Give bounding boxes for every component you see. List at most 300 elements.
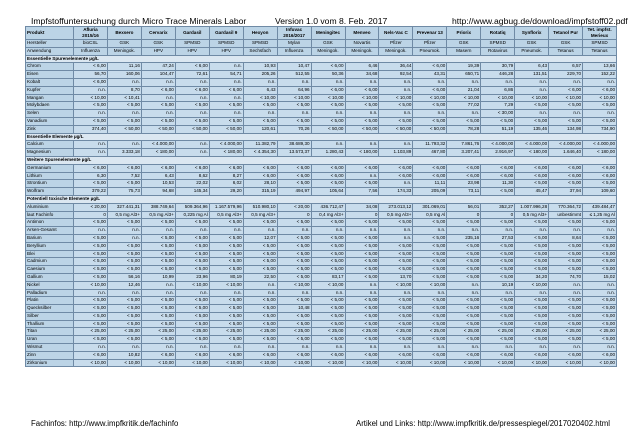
measurement-cell: < 5,00 bbox=[107, 242, 141, 250]
measurement-cell: < 5,00 bbox=[549, 258, 583, 266]
measurement-cell: 10,93 bbox=[243, 63, 277, 71]
measurement-cell: n.n. bbox=[345, 172, 379, 180]
measurement-cell: < 5,00 bbox=[277, 258, 311, 266]
measurement-cell: < 6,00 bbox=[74, 351, 108, 359]
measurement-cell: n.n. bbox=[243, 110, 277, 118]
measurement-cell: 174,33 bbox=[379, 188, 413, 196]
column-header-product: Infuvac 2016/2017 bbox=[277, 27, 311, 40]
element-name: Germanium bbox=[26, 164, 74, 172]
table-row bbox=[26, 188, 617, 196]
table-row bbox=[26, 250, 617, 258]
measurement-cell: n.n. bbox=[345, 344, 379, 352]
measurement-cell: < 5,00 bbox=[74, 297, 108, 305]
measurement-cell: 7,56 bbox=[345, 188, 379, 196]
measurement-cell: 1.167.579,96 bbox=[209, 203, 243, 211]
measurement-cell: < 5,00 bbox=[583, 258, 617, 266]
section-title: Essentielle Elemente µg/L bbox=[26, 133, 617, 141]
measurement-cell: < 5,00 bbox=[515, 234, 549, 242]
measurement-cell: n.n. bbox=[515, 110, 549, 118]
measurement-cell: n.n. bbox=[175, 149, 209, 157]
measurement-cell: 6,43 bbox=[243, 86, 277, 94]
measurement-cell: 0,225 mg Al bbox=[175, 211, 209, 219]
measurement-cell: n.n. bbox=[549, 110, 583, 118]
measurement-cell: < 30,00 bbox=[481, 110, 515, 118]
measurement-cell: < 5,00 bbox=[379, 219, 413, 227]
measurement-cell: < 10,00 bbox=[413, 94, 447, 102]
measurement-cell: < 5,00 bbox=[413, 258, 447, 266]
measurement-cell: 23,96 bbox=[175, 273, 209, 281]
measurement-cell: < 50,00 bbox=[379, 125, 413, 133]
measurement-cell: < 5,00 bbox=[345, 320, 379, 328]
measurement-cell: < 6,00 bbox=[141, 164, 175, 172]
source-url: http://www.agbug.de/download/impfstoff02.pdf bbox=[452, 16, 628, 26]
measurement-cell: < 10,00 bbox=[243, 359, 277, 367]
measurement-cell: < 5,00 bbox=[311, 180, 345, 188]
measurement-cell: < 5,00 bbox=[515, 258, 549, 266]
table-header-row bbox=[26, 27, 617, 40]
measurement-cell: n.n. bbox=[481, 78, 515, 86]
measurement-cell: n.n. bbox=[74, 149, 108, 157]
measurement-cell: n.n. bbox=[583, 227, 617, 235]
measurement-cell: 19,39 bbox=[447, 63, 481, 71]
measurement-cell: n.n. bbox=[549, 289, 583, 297]
measurement-cell: < 5,00 bbox=[345, 250, 379, 258]
measurement-cell: < 5,00 bbox=[141, 102, 175, 110]
measurement-cell: 6,57 bbox=[549, 63, 583, 71]
measurement-cell: 75,73 bbox=[107, 188, 141, 196]
measurement-cell: < 5,00 bbox=[413, 234, 447, 242]
measurement-cell: n.n. bbox=[447, 110, 481, 118]
measurement-cell: < 5,00 bbox=[175, 102, 209, 110]
measurement-cell: < 25,00 bbox=[209, 328, 243, 336]
measurement-cell: 6,86 bbox=[481, 86, 515, 94]
measurement-cell: 12,07 bbox=[243, 234, 277, 242]
measurement-cell: < 5,00 bbox=[345, 312, 379, 320]
measurement-cell: < 50,00 bbox=[311, 125, 345, 133]
measurement-cell: < 5,00 bbox=[583, 305, 617, 313]
measurement-cell: < 5,00 bbox=[413, 242, 447, 250]
measurement-cell: 0,5 mg Al3+ bbox=[379, 211, 413, 219]
measurement-cell: < 6,00 bbox=[481, 164, 515, 172]
element-name: Molybdaen bbox=[26, 102, 74, 110]
measurement-cell: 0 bbox=[447, 211, 481, 219]
measurement-cell: < 10,00 bbox=[515, 281, 549, 289]
measurement-cell: < 10,00 bbox=[277, 281, 311, 289]
meta-cell: Rotavirus bbox=[481, 47, 515, 55]
measurement-cell: < 5,00 bbox=[141, 297, 175, 305]
measurement-cell: < 6,00 bbox=[583, 172, 617, 180]
measurement-cell: < 5,00 bbox=[311, 312, 345, 320]
section-title: Potentiell toxische Elemente µg/L bbox=[26, 195, 617, 203]
measurement-cell: < 5,00 bbox=[141, 320, 175, 328]
measurement-cell: 134,98 bbox=[549, 125, 583, 133]
measurement-cell: n.n. bbox=[447, 78, 481, 86]
measurement-cell: 11,11 bbox=[413, 180, 447, 188]
measurement-cell: 509.364,96 bbox=[175, 203, 209, 211]
measurement-cell: 0,5 mg Al bbox=[413, 211, 447, 219]
measurement-cell: < 5,00 bbox=[277, 242, 311, 250]
section-header-row bbox=[26, 156, 617, 164]
measurement-cell: 15,02 bbox=[583, 273, 617, 281]
measurement-cell: < 5,00 bbox=[311, 250, 345, 258]
measurement-cell: 43,31 bbox=[413, 71, 447, 79]
measurement-cell: 74,70 bbox=[549, 273, 583, 281]
measurement-cell: n.n. bbox=[345, 289, 379, 297]
measurement-cell: 315,19 bbox=[243, 188, 277, 196]
measurement-cell: < 10,00 bbox=[379, 94, 413, 102]
measurement-cell: < 50,00 bbox=[413, 125, 447, 133]
measurement-cell: n.n. bbox=[74, 227, 108, 235]
element-name: Titan bbox=[26, 328, 74, 336]
measurement-cell: < 5,00 bbox=[141, 234, 175, 242]
meta-cell: GSK bbox=[311, 40, 345, 48]
meta-cell: GSK bbox=[447, 40, 481, 48]
measurement-cell: 10,19 bbox=[481, 281, 515, 289]
measurement-cell: < 6,00 bbox=[481, 172, 515, 180]
element-name: Chrom bbox=[26, 63, 74, 71]
measurement-cell: < 6,00 bbox=[379, 164, 413, 172]
element-name: Zirkonium bbox=[26, 359, 74, 367]
measurement-cell: < 5,00 bbox=[447, 219, 481, 227]
measurement-cell: < 6,00 bbox=[209, 351, 243, 359]
measurement-cell: n.n. bbox=[515, 344, 549, 352]
measurement-cell: 0,5 mg Al3+ bbox=[141, 211, 175, 219]
measurement-cell: < 180,00 bbox=[209, 149, 243, 157]
measurement-cell: n.n. bbox=[447, 281, 481, 289]
meta-cell: HPV bbox=[175, 47, 209, 55]
measurement-cell: < 6,00 bbox=[311, 164, 345, 172]
measurement-cell: n.n. bbox=[345, 281, 379, 289]
measurement-cell: < 5,00 bbox=[209, 305, 243, 313]
measurement-cell: < 5,00 bbox=[141, 312, 175, 320]
measurement-cell: < 6,00 bbox=[583, 86, 617, 94]
measurement-cell: 23,98 bbox=[447, 180, 481, 188]
meta-cell: Mylan bbox=[277, 40, 311, 48]
measurement-cell: 29,20 bbox=[209, 188, 243, 196]
measurement-cell: 11,30 bbox=[481, 180, 515, 188]
measurement-cell: 47,24 bbox=[141, 63, 175, 71]
measurement-cell: < 5,00 bbox=[583, 250, 617, 258]
measurement-cell: n.n. bbox=[209, 110, 243, 118]
measurement-cell: < 5,00 bbox=[243, 250, 277, 258]
measurement-cell: < 5,00 bbox=[481, 188, 515, 196]
measurement-cell: < 5,00 bbox=[175, 242, 209, 250]
measurement-cell: n.n. bbox=[413, 289, 447, 297]
measurement-cell: n.n. bbox=[413, 227, 447, 235]
column-header-product: Meningitec bbox=[311, 27, 345, 40]
measurement-cell: < 6,00 bbox=[107, 164, 141, 172]
meta-cell: HPV bbox=[209, 47, 243, 55]
measurement-cell: < 10,00 bbox=[141, 359, 175, 367]
measurement-cell: 34,68 bbox=[345, 71, 379, 79]
measurement-cell: < 25,00 bbox=[379, 328, 413, 336]
measurement-cell: < 6,00 bbox=[413, 86, 447, 94]
column-header-product: Nels-Vac C bbox=[379, 27, 413, 40]
measurement-cell: 145,34 bbox=[175, 188, 209, 196]
measurement-cell: < 6,00 bbox=[277, 351, 311, 359]
measurement-cell: 6,30 bbox=[74, 172, 108, 180]
measurement-cell: < 5,00 bbox=[74, 312, 108, 320]
table-meta-row bbox=[26, 40, 617, 48]
measurement-cell: < 5,00 bbox=[277, 250, 311, 258]
measurement-cell: < 5,00 bbox=[311, 266, 345, 274]
measurement-cell: < 5,00 bbox=[583, 117, 617, 125]
measurement-cell: < 5,00 bbox=[447, 336, 481, 344]
measurement-cell: 73,11 bbox=[447, 188, 481, 196]
measurement-cell: n.n. bbox=[515, 289, 549, 297]
measurement-cell: < 6,00 bbox=[379, 351, 413, 359]
meta-cell: Tetanus bbox=[549, 47, 583, 55]
measurement-cell: n.n. bbox=[175, 141, 209, 149]
measurement-cell: < 5,00 bbox=[243, 219, 277, 227]
measurement-cell: < 5,00 bbox=[447, 266, 481, 274]
measurement-cell: n.n. bbox=[209, 289, 243, 297]
measurement-cell: < 5,00 bbox=[515, 219, 549, 227]
measurement-cell: < 5,00 bbox=[345, 242, 379, 250]
measurement-cell: 1.007.996,28 bbox=[515, 203, 549, 211]
measurement-cell: < 6,00 bbox=[175, 63, 209, 71]
measurement-cell: < 10,00 bbox=[379, 281, 413, 289]
measurement-cell: n.n. bbox=[447, 289, 481, 297]
measurement-cell: n.n. bbox=[413, 344, 447, 352]
column-header-product: Afluria 2015/16 bbox=[74, 27, 108, 40]
measurement-cell: < 5,00 bbox=[481, 305, 515, 313]
document-title: Impfstoffuntersuchung durch Micro Trace Minerals Labor bbox=[31, 16, 247, 26]
measurement-cell: < 5,00 bbox=[175, 320, 209, 328]
measurement-cell: < 5,00 bbox=[311, 102, 345, 110]
measurement-cell: < 6,00 bbox=[311, 63, 345, 71]
measurement-cell: < 5,00 bbox=[447, 242, 481, 250]
measurement-cell: < 5,00 bbox=[515, 117, 549, 125]
table-row bbox=[26, 320, 617, 328]
measurement-cell: < 5,00 bbox=[481, 312, 515, 320]
measurement-cell: n.n. bbox=[311, 110, 345, 118]
measurement-cell: < 4.000,00 bbox=[549, 141, 583, 149]
measurement-cell: < 6,00 bbox=[74, 63, 108, 71]
measurement-cell: < 5,00 bbox=[74, 117, 108, 125]
measurement-cell: < 10,00 bbox=[277, 94, 311, 102]
column-header-label: Produkt bbox=[26, 27, 74, 40]
element-name: Thallium bbox=[26, 320, 74, 328]
measurement-cell: 10,47 bbox=[277, 63, 311, 71]
measurement-cell: < 5,00 bbox=[74, 258, 108, 266]
measurement-cell: 352,27 bbox=[481, 203, 515, 211]
measurement-cell: 3.333,18 bbox=[107, 149, 141, 157]
measurement-cell: < 6,00 bbox=[549, 164, 583, 172]
measurement-cell: n.n. bbox=[413, 110, 447, 118]
measurement-cell: < 10,00 bbox=[107, 359, 141, 367]
measurement-cell: < 5,00 bbox=[447, 258, 481, 266]
measurement-cell: < 4.000,00 bbox=[209, 141, 243, 149]
measurement-cell: 50,36 bbox=[311, 71, 345, 79]
measurement-cell: < 5,00 bbox=[311, 242, 345, 250]
measurement-cell: 327.441,31 bbox=[107, 203, 141, 211]
measurement-cell: < 5,00 bbox=[107, 258, 141, 266]
measurement-cell: < 5,00 bbox=[515, 336, 549, 344]
table-row bbox=[26, 273, 617, 281]
measurement-cell: 104,47 bbox=[141, 71, 175, 79]
measurement-cell: n.n. bbox=[175, 344, 209, 352]
meta-cell: HPV bbox=[141, 47, 175, 55]
table-row bbox=[26, 219, 617, 227]
measurement-cell: 56,16 bbox=[107, 273, 141, 281]
measurement-cell: < 5,00 bbox=[549, 250, 583, 258]
measurement-cell: n.n. bbox=[74, 110, 108, 118]
measurement-cell: < 4.000,00 bbox=[481, 141, 515, 149]
measurement-cell: < 5,00 bbox=[413, 312, 447, 320]
measurement-cell: < 5,00 bbox=[413, 102, 447, 110]
measurement-cell: < 6,00 bbox=[311, 351, 345, 359]
measurement-cell: < 5,00 bbox=[107, 312, 141, 320]
measurement-cell: < 5,00 bbox=[481, 219, 515, 227]
measurement-cell: n.n. bbox=[74, 289, 108, 297]
element-name: Blei bbox=[26, 250, 74, 258]
measurement-cell: < 6,00 bbox=[209, 86, 243, 94]
element-name: Gallium bbox=[26, 273, 74, 281]
measurement-cell: n.n. bbox=[549, 281, 583, 289]
element-name: Selen bbox=[26, 110, 74, 118]
measurement-cell: < 20,00 bbox=[277, 203, 311, 211]
measurement-cell: 770.364,72 bbox=[549, 203, 583, 211]
measurement-cell: n.n. bbox=[549, 78, 583, 86]
meta-label: Anwendung bbox=[26, 47, 74, 55]
measurement-cell: < 5,00 bbox=[583, 242, 617, 250]
measurement-cell: < 180,00 bbox=[345, 149, 379, 157]
measurement-cell: 152,22 bbox=[583, 71, 617, 79]
measurement-cell: < 5,00 bbox=[447, 320, 481, 328]
table-row bbox=[26, 227, 617, 235]
measurement-cell: < 6,00 bbox=[311, 172, 345, 180]
measurement-cell: < 25,00 bbox=[515, 328, 549, 336]
measurement-cell: 494,97 bbox=[277, 188, 311, 196]
measurement-cell: 6,02 bbox=[209, 180, 243, 188]
measurement-cell: 21,04 bbox=[447, 86, 481, 94]
measurement-cell: < 25,00 bbox=[481, 328, 515, 336]
meta-cell: Masern bbox=[447, 47, 481, 55]
measurement-cell: < 5,00 bbox=[209, 219, 243, 227]
meta-cell: GSK bbox=[107, 40, 141, 48]
table-row bbox=[26, 297, 617, 305]
measurement-cell: n.n. bbox=[379, 180, 413, 188]
measurement-cell: < 5,00 bbox=[447, 297, 481, 305]
table-row bbox=[26, 110, 617, 118]
meta-cell: Meningok. bbox=[345, 47, 379, 55]
measurement-cell: n.n. bbox=[379, 234, 413, 242]
measurement-cell: < 25,00 bbox=[243, 328, 277, 336]
measurement-cell: 13.573,37 bbox=[277, 149, 311, 157]
measurement-cell: < 5,00 bbox=[515, 297, 549, 305]
measurement-cell: < 5,00 bbox=[379, 320, 413, 328]
measurement-cell: n.n. bbox=[345, 78, 379, 86]
measurement-cell: < 6,00 bbox=[175, 86, 209, 94]
meta-cell: bioCSL bbox=[74, 40, 108, 48]
measurement-cell: < 10,00 bbox=[74, 94, 108, 102]
measurement-cell: n.n. bbox=[379, 227, 413, 235]
measurement-cell: n.n. bbox=[379, 289, 413, 297]
measurement-cell: 78,28 bbox=[447, 125, 481, 133]
measurement-cell: 64,96 bbox=[277, 86, 311, 94]
element-name: Vanadium bbox=[26, 117, 74, 125]
footer-articles: Artikel und Links: http://www.impfkritik.de/pressespiegel/2017020402.html bbox=[356, 419, 610, 428]
measurement-cell: 38.689,30 bbox=[277, 141, 311, 149]
measurement-cell: < 5,00 bbox=[107, 219, 141, 227]
measurement-cell: < 5,00 bbox=[447, 273, 481, 281]
column-header-product: Prevenar 13 bbox=[413, 27, 447, 40]
measurement-cell: < 10,00 bbox=[379, 359, 413, 367]
measurement-cell: < 5,00 bbox=[345, 305, 379, 313]
measurement-cell: 10,48 bbox=[277, 305, 311, 313]
measurement-cell: < 5,00 bbox=[447, 117, 481, 125]
measurement-cell: n.n. bbox=[107, 78, 141, 86]
measurement-cell: < 5,00 bbox=[175, 305, 209, 313]
meta-cell: Influenza bbox=[277, 47, 311, 55]
column-header-product: Bexsero bbox=[107, 27, 141, 40]
measurement-cell: 11.382,79 bbox=[243, 141, 277, 149]
measurement-cell: n.n. bbox=[209, 227, 243, 235]
meta-cell: GSK bbox=[515, 40, 549, 48]
measurement-cell: 105,64 bbox=[311, 188, 345, 196]
table-row bbox=[26, 281, 617, 289]
measurement-cell: < 5,00 bbox=[345, 180, 379, 188]
measurement-cell: < 25,00 bbox=[277, 328, 311, 336]
measurement-cell: 13,66 bbox=[583, 63, 617, 71]
measurement-cell: < 6,00 bbox=[277, 164, 311, 172]
measurement-cell: < 5,00 bbox=[413, 250, 447, 258]
measurement-cell: < 6,00 bbox=[413, 63, 447, 71]
section-header-row bbox=[26, 195, 617, 203]
section-title: Essentielle Spurenelemente µg/L bbox=[26, 55, 617, 63]
measurement-cell: 2.916,97 bbox=[481, 149, 515, 157]
measurement-cell: 0 bbox=[277, 211, 311, 219]
meta-cell: Meningok. bbox=[107, 47, 141, 55]
measurement-cell: unbestimmt bbox=[549, 211, 583, 219]
measurement-cell: < 5,00 bbox=[141, 219, 175, 227]
measurement-cell: < 5,00 bbox=[413, 297, 447, 305]
measurement-cell: 131,51 bbox=[515, 71, 549, 79]
column-header-product: Gardasil bbox=[175, 27, 209, 40]
column-header-product: Tet. impfst. Merieux bbox=[583, 27, 617, 40]
measurement-cell: n.n. bbox=[583, 281, 617, 289]
measurement-cell: < 5,00 bbox=[107, 180, 141, 188]
measurement-cell: < 5,00 bbox=[413, 336, 447, 344]
measurement-cell: < 10,00 bbox=[74, 359, 108, 367]
measurement-cell: < 5,00 bbox=[549, 320, 583, 328]
measurement-cell: < 5,00 bbox=[209, 258, 243, 266]
measurement-cell: 1.280,43 bbox=[311, 149, 345, 157]
measurement-cell: < 6,00 bbox=[447, 351, 481, 359]
measurement-cell: 205,09 bbox=[413, 188, 447, 196]
measurement-cell: < 4.354,30 bbox=[243, 149, 277, 157]
measurement-cell: < 5,00 bbox=[447, 250, 481, 258]
element-name: Calcium bbox=[26, 141, 74, 149]
measurement-cell: < 6,00 bbox=[243, 164, 277, 172]
measurement-cell: < 5,00 bbox=[277, 117, 311, 125]
measurement-cell: < 6,00 bbox=[549, 86, 583, 94]
measurement-cell: < 5,00 bbox=[311, 117, 345, 125]
measurement-cell: 0,4 mg Al3+ bbox=[311, 211, 345, 219]
measurement-cell: < 5,00 bbox=[379, 297, 413, 305]
measurement-cell: n.n. bbox=[209, 78, 243, 86]
meta-cell: SPMSD bbox=[481, 40, 515, 48]
measurement-cell: < 5,00 bbox=[549, 117, 583, 125]
measurement-cell: n.n. bbox=[175, 94, 209, 102]
measurement-cell: < 5,00 bbox=[583, 219, 617, 227]
measurement-cell: < 5,00 bbox=[413, 305, 447, 313]
measurement-cell: < 5,00 bbox=[345, 258, 379, 266]
measurement-cell: < 5,00 bbox=[243, 312, 277, 320]
measurement-cell: < 5,00 bbox=[311, 320, 345, 328]
measurement-cell: < 5,00 bbox=[209, 102, 243, 110]
